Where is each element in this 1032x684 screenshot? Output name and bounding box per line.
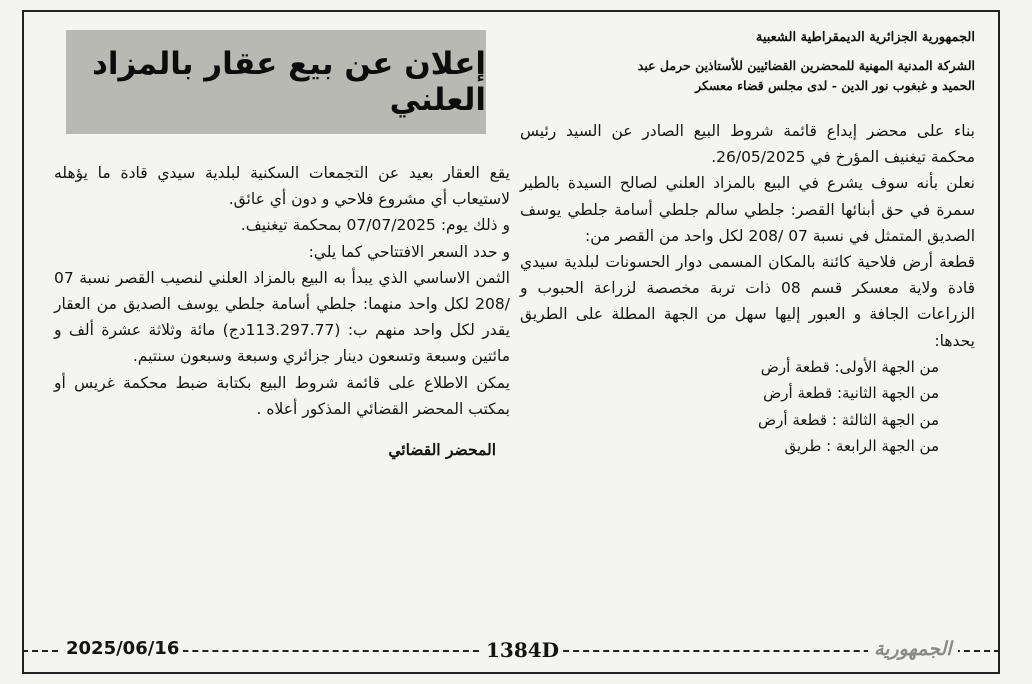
left-column (54, 160, 510, 620)
paragraph-announcement: نعلن بأنه سوف يشرع في البيع بالمزاد العلني لصالح السيدة بالطير سمرة في حق أبنائها القصر: جلطي سالم جلطي أسامة جلطي يوسف الصديق المتمثل في نسبة 07 /208 لكل واحد من القصر من: (520, 174, 975, 245)
boundary-item: من الجهة الثالثة : قطعة أرض (758, 410, 939, 429)
paragraph-price: الثمن الاساسي الذي يبدأ به البيع بالمزاد العلني لنصيب القصر نسبة 07 /208 لكل واحد منهما: جلطي أسامة جلطي يوسف الصديق من العقار يقدر لكل واحد منهم ب: (113.297.77دج) مائة وثلاثة عشرة ألف و مائتين وسبعة وتسعون دينار جزائري وسبعة وسبعون سنتيم. (54, 268, 511, 366)
footer-code: 1384D (482, 638, 563, 662)
paragraph-location: يقع العقار بعيد عن التجمعات السكنية لبلدية سيدي قادة ما يؤهله لاستيعاب أي مشروع فلاحي و دون أي عائق. (54, 164, 510, 209)
header-republic: الجمهورية الجزائرية الديمقراطية الشعبية (755, 30, 975, 45)
right-body (520, 118, 975, 460)
footer-date: 2025/06/16 (62, 638, 183, 659)
right-column (520, 28, 975, 633)
footer-bar (22, 636, 1000, 666)
boundaries-list (520, 354, 975, 460)
newspaper-logo: الجمهورية (868, 638, 958, 660)
header-company-line2: الحميد و غبغوب نور الدين - لدى مجلس قضاء معسكر (695, 78, 975, 93)
announcement-title: إعلان عن بيع عقار بالمزاد العلني (91, 46, 486, 118)
header-company-line1: الشركة المدنية المهنية للمحضرين القضائيين للأستاذين حرمل عبد (637, 58, 975, 73)
announcement-banner (66, 30, 486, 134)
paragraph-consult: يمكن الاطلاع على قائمة شروط البيع بكتابة ضبط محكمة غريس أو بمكتب المحضر القضائي المذكور أعلاه . (54, 373, 510, 418)
boundary-item: من الجهة الرابعة : طريق (784, 437, 939, 456)
signature: المحضر القضائي (388, 440, 496, 460)
paragraph-property: قطعة أرض فلاحية كائنة بالمكان المسمى دوار الحسونات لبلدية سيدي قادة ولاية معسكر قسم 08 ذات تربة مخصصة لزراعة الحبوب و الزراعات الجافة و العبور إليها سهل من الجهة المطلة على الطريق يحدها: (520, 253, 975, 350)
paragraph-basis: بناء على محضر إيداع قائمة شروط البيع الصادر عن السيد رئيس محكمة تيغنيف المؤرخ في 26/05/2025. (520, 122, 975, 167)
boundary-item: من الجهة الثانية: قطعة أرض (763, 384, 939, 403)
paragraph-date: و ذلك يوم: 07/07/2025 بمحكمة تيغنيف. (240, 216, 510, 235)
paragraph-price-intro: و حدد السعر الافتتاحي كما يلي: (308, 242, 510, 261)
boundary-item: من الجهة الأولى: قطعة أرض (760, 357, 939, 376)
